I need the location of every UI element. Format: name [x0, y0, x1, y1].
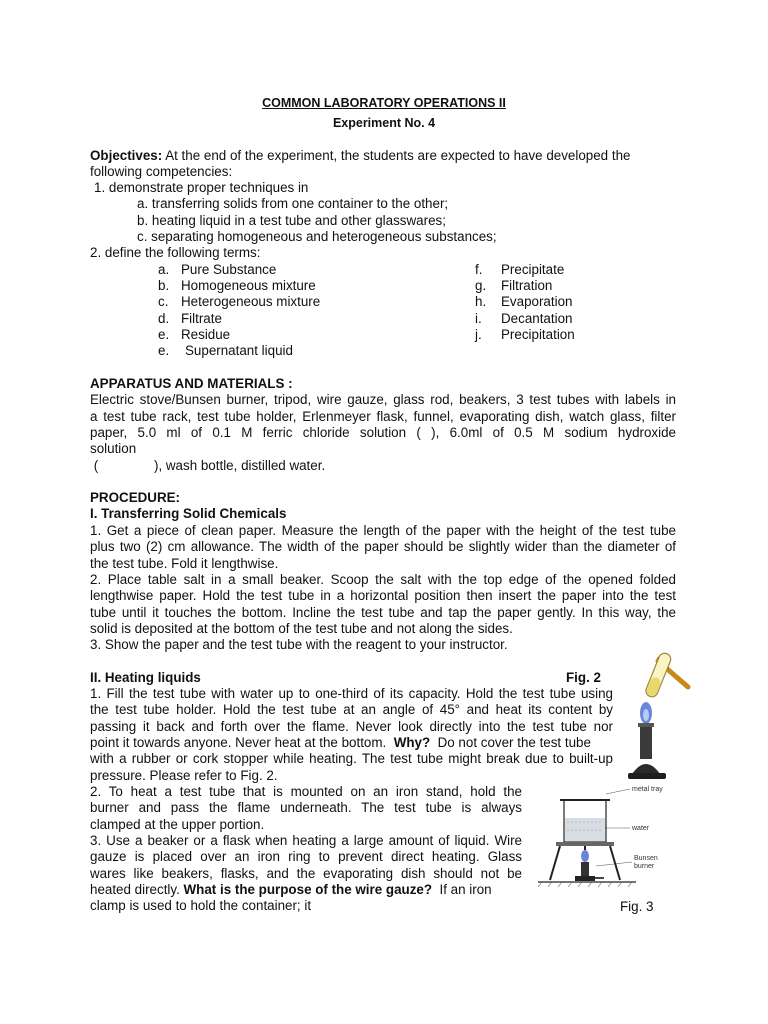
- procedure-line: 1. Get a piece of clean paper. Measure the length of the paper with the height of the test tube: [90, 523, 676, 538]
- fig3-label-water: water: [632, 825, 650, 832]
- procedure-line: the test tube. Fold it lengthwise.: [90, 556, 279, 571]
- term: Homogeneous mixture: [181, 278, 316, 293]
- term: Precipitation: [501, 327, 575, 342]
- apparatus-line: a test tube rack, test tube holder, Erlenmeyer flask, funnel, evaporating dish, watch glass, filter: [90, 409, 676, 424]
- term-letter: e.: [158, 327, 170, 342]
- objectives-intro: At the end of the experiment, the students are expected to have developed the: [165, 148, 631, 163]
- fig3-beaker-tripod-illustration: [536, 780, 696, 890]
- procedure-heading: PROCEDURE:: [90, 490, 181, 505]
- objective-sub-b: b. heating liquid in a test tube and other glasswares;: [137, 213, 446, 228]
- text-run: heated directly.: [90, 882, 184, 897]
- fig3-label-metal-tray: metal tray: [632, 786, 663, 793]
- fig3-label-bunsen: Bunsen: [634, 855, 658, 862]
- procedure-line: [90, 882, 522, 898]
- term-letter: d.: [158, 311, 170, 326]
- procedure-line: with a rubber or cork stopper while heating. The test tube might break due to built-up: [90, 751, 613, 766]
- term: Filtration: [501, 278, 553, 293]
- term: Decantation: [501, 311, 573, 326]
- objectives-intro-cont: following competencies:: [90, 164, 233, 179]
- procedure-line: 2. Place table salt in a small beaker. Scoop the salt with the top edge of the opened folded: [90, 572, 676, 587]
- procedure-line: clamp is used to hold the container; it: [90, 898, 312, 913]
- apparatus-line: paper, 5.0 ml of 0.1 M ferric chloride solution ( ), 6.0ml of 0.5 M sodium hydroxide: [90, 425, 676, 440]
- procedure-line: [90, 735, 613, 751]
- procedure-line: tube until it touches the bottom. Incline the test tube and tap the paper gently. In this way, the: [90, 605, 676, 620]
- text-run: Do not cover the test tube: [430, 735, 591, 750]
- term: Supernatant liquid: [185, 343, 293, 358]
- procedure-line: clamped at the upper portion.: [90, 817, 265, 832]
- procedure-line: 1. Fill the test tube with water up to one-third of its capacity. Hold the test tube using: [90, 686, 613, 701]
- procedure-line: passing it back and forth over the flame. Never look directly into the test tube nor: [90, 719, 613, 734]
- term: Residue: [181, 327, 231, 342]
- term-letter: e.: [158, 343, 170, 358]
- procedure-line: solid is deposited at the bottom of the test tube and not along the sides.: [90, 621, 513, 636]
- objective-item-2: 2. define the following terms:: [90, 245, 261, 260]
- objective-sub-a: a. transferring solids from one container to the other;: [137, 196, 449, 211]
- text-run: If an iron: [432, 882, 492, 897]
- procedure-line: gauze is placed over an iron ring to prevent direct heating. Glass: [90, 849, 522, 864]
- term-letter: f.: [475, 262, 483, 277]
- procedure-line: plus two (2) cm allowance. The width of the paper should be slightly wider than the diameter of: [90, 539, 676, 554]
- apparatus-line: Electric stove/Bunsen burner, tripod, wire gauze, glass rod, beakers, 3 test tubes with labels in: [90, 392, 676, 407]
- objectives-label: Objectives:: [90, 148, 163, 163]
- fig3-label-burner: burner: [634, 863, 655, 870]
- procedure-line: wares like beakers, flasks, and the evaporating dish should not be: [90, 866, 522, 881]
- apparatus-line: ( ), wash bottle, distilled water.: [90, 458, 326, 473]
- section-title-transferring: I. Transferring Solid Chemicals: [90, 506, 287, 521]
- procedure-line: pressure. Please refer to Fig. 2.: [90, 768, 278, 783]
- term: Heterogeneous mixture: [181, 294, 321, 309]
- term: Pure Substance: [181, 262, 277, 277]
- term-letter: i.: [475, 311, 482, 326]
- objective-item-1: 1. demonstrate proper techniques in: [94, 180, 309, 195]
- fig3-label: Fig. 3: [620, 899, 654, 914]
- term: Precipitate: [501, 262, 565, 277]
- why-emphasis: Why?: [393, 735, 431, 750]
- fig2-label: Fig. 2: [566, 670, 601, 685]
- procedure-line: 3. Use a beaker or a flask when heating a large amount of liquid. Wire: [90, 833, 522, 848]
- term-letter: c.: [158, 294, 169, 309]
- term-letter: b.: [158, 278, 170, 293]
- procedure-line: lengthwise paper. Hold the test tube in a horizontal position then insert the paper into the test: [90, 588, 676, 603]
- term-letter: h.: [475, 294, 487, 309]
- apparatus-line: solution: [90, 441, 137, 456]
- procedure-line: 3. Show the paper and the test tube with the reagent to your instructor.: [90, 637, 508, 652]
- page-title: COMMON LABORATORY OPERATIONS II: [262, 96, 506, 110]
- term-letter: a.: [158, 262, 170, 277]
- term-letter: j.: [475, 327, 482, 342]
- apparatus-heading: APPARATUS AND MATERIALS :: [90, 376, 293, 391]
- experiment-number: Experiment No. 4: [332, 116, 436, 130]
- objective-sub-c: c. separating homogeneous and heterogeneous substances;: [137, 229, 497, 244]
- objectives-intro-line: [90, 148, 630, 164]
- text-run: point it towards anyone. Never heat at the bottom.: [90, 735, 394, 750]
- fig2-bunsen-burner-illustration: [624, 643, 704, 783]
- wire-gauze-question: What is the purpose of the wire gauze?: [183, 882, 433, 897]
- term: Evaporation: [501, 294, 573, 309]
- procedure-line: 2. To heat a test tube that is mounted on an iron stand, hold the: [90, 784, 522, 799]
- procedure-line: burner and pass the flame underneath. The test tube is always: [90, 800, 522, 815]
- procedure-line: the test tube holder. Hold the test tube at an angle of 45° and heat its content by: [90, 702, 613, 717]
- term-letter: g.: [475, 278, 487, 293]
- term: Filtrate: [181, 311, 222, 326]
- section-title-heating: II. Heating liquids: [90, 670, 201, 685]
